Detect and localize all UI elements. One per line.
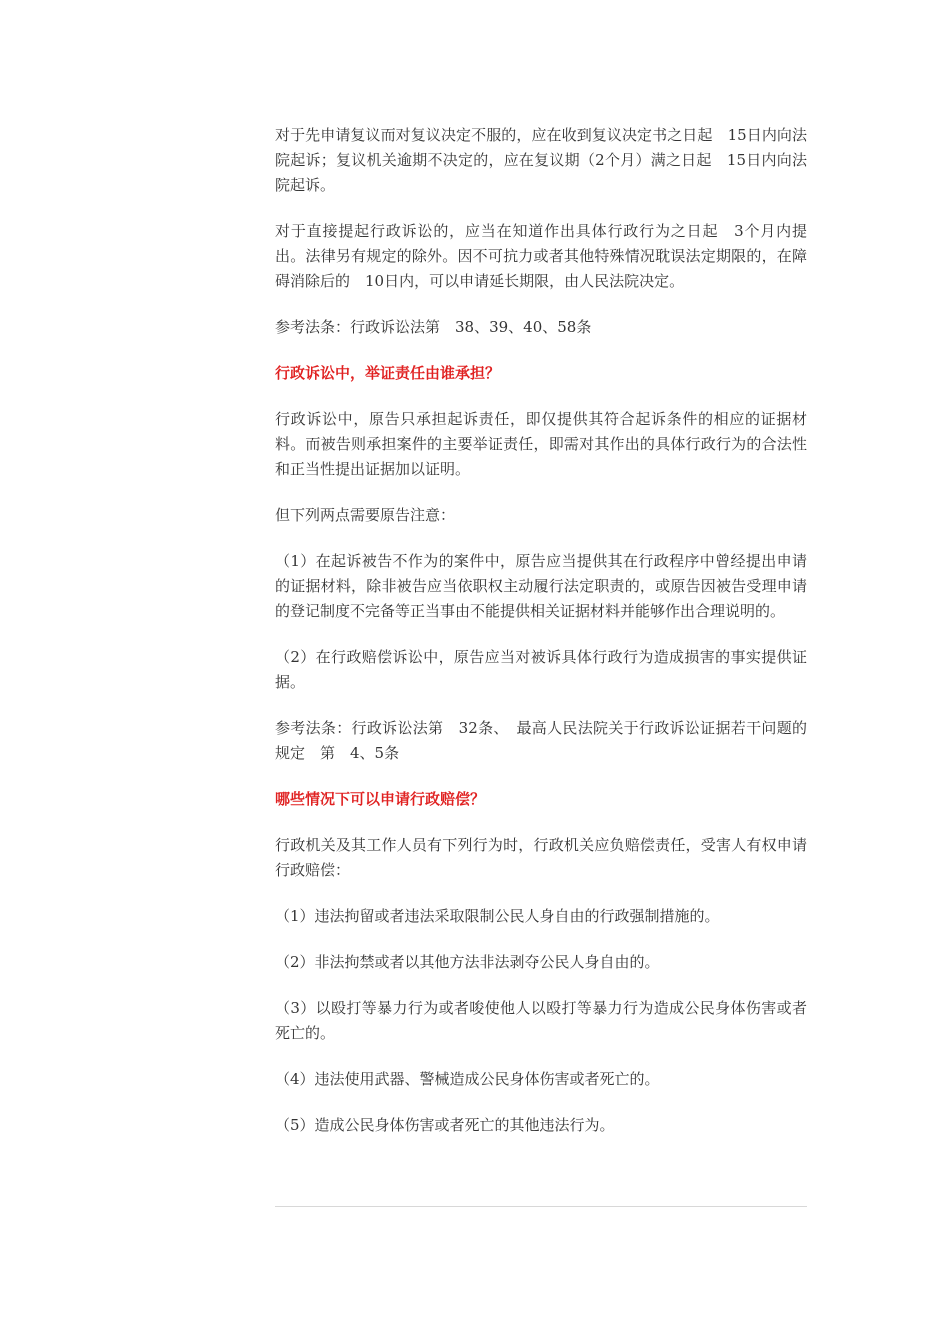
paragraph-direct-lawsuit-deadline: 对于直接提起行政诉讼的，应当在知道作出具体行政行为之日起 3个月内提出。法律另有规定的除外。因不可抗力或者其他特殊情况耽误法定期限的，在障碍消除后的 10日内，可以申请延长期限，由人民法院决定。 [275,222,807,290]
list-item-note-1: （1）在起诉被告不作为的案件中，原告应当提供其在行政程序中曾经提出申请的证据材料，除非被告应当依职权主动履行法定职责的，或原告因被告受理申请的登记制度不完备等正当事由不能提供相关证据材料并能够作出合理说明的。 [275,552,807,620]
list-item-note-2: （2）在行政赔偿诉讼中，原告应当对被诉具体行政行为造成损害的事实提供证据。 [275,648,807,691]
list-item-compensation-5: （5）造成公民身体伤害或者死亡的其他违法行为。 [275,1116,615,1134]
heading-administrative-compensation: 哪些情况下可以申请行政赔偿？ [275,790,486,808]
paragraph-burden-of-proof: 行政诉讼中，原告只承担起诉责任，即仅提供其符合起诉条件的相应的证据材料。而被告则承担案件的主要举证责任，即需对其作出的具体行政行为的合法性和正当性提出证据加以证明。 [275,410,807,478]
heading-burden-of-proof: 行政诉讼中，举证责任由谁承担？ [275,364,501,382]
bottom-divider [275,1206,807,1207]
paragraph-compensation-intro: 行政机关及其工作人员有下列行为时，行政机关应负赔偿责任，受害人有权申请行政赔偿： [275,836,807,879]
paragraph-reference-law-2: 参考法条：行政诉讼法第 32条、 最高人民法院关于行政诉讼证据若干问题的规定 第 4、5条 [275,719,807,762]
list-item-compensation-4: （4）违法使用武器、警械造成公民身体伤害或者死亡的。 [275,1070,660,1088]
list-item-compensation-2: （2）非法拘禁或者以其他方法非法剥夺公民人身自由的。 [275,953,660,971]
list-item-compensation-3: （3）以殴打等暴力行为或者唆使他人以殴打等暴力行为造成公民身体伤害或者死亡的。 [275,999,807,1042]
paragraph-plaintiff-notes: 但下列两点需要原告注意： [275,506,456,524]
paragraph-reference-law-1: 参考法条：行政诉讼法第 38、39、40、58条 [275,318,592,336]
paragraph-review-deadline: 对于先申请复议而对复议决定不服的，应在收到复议决定书之日起 15日内向法院起诉；复议机关逾期不决定的，应在复议期（2个月）满之日起 15日内向法院起诉。 [275,126,807,194]
document-body [275,123,807,1159]
list-item-compensation-1: （1）违法拘留或者违法采取限制公民人身自由的行政强制措施的。 [275,907,720,925]
